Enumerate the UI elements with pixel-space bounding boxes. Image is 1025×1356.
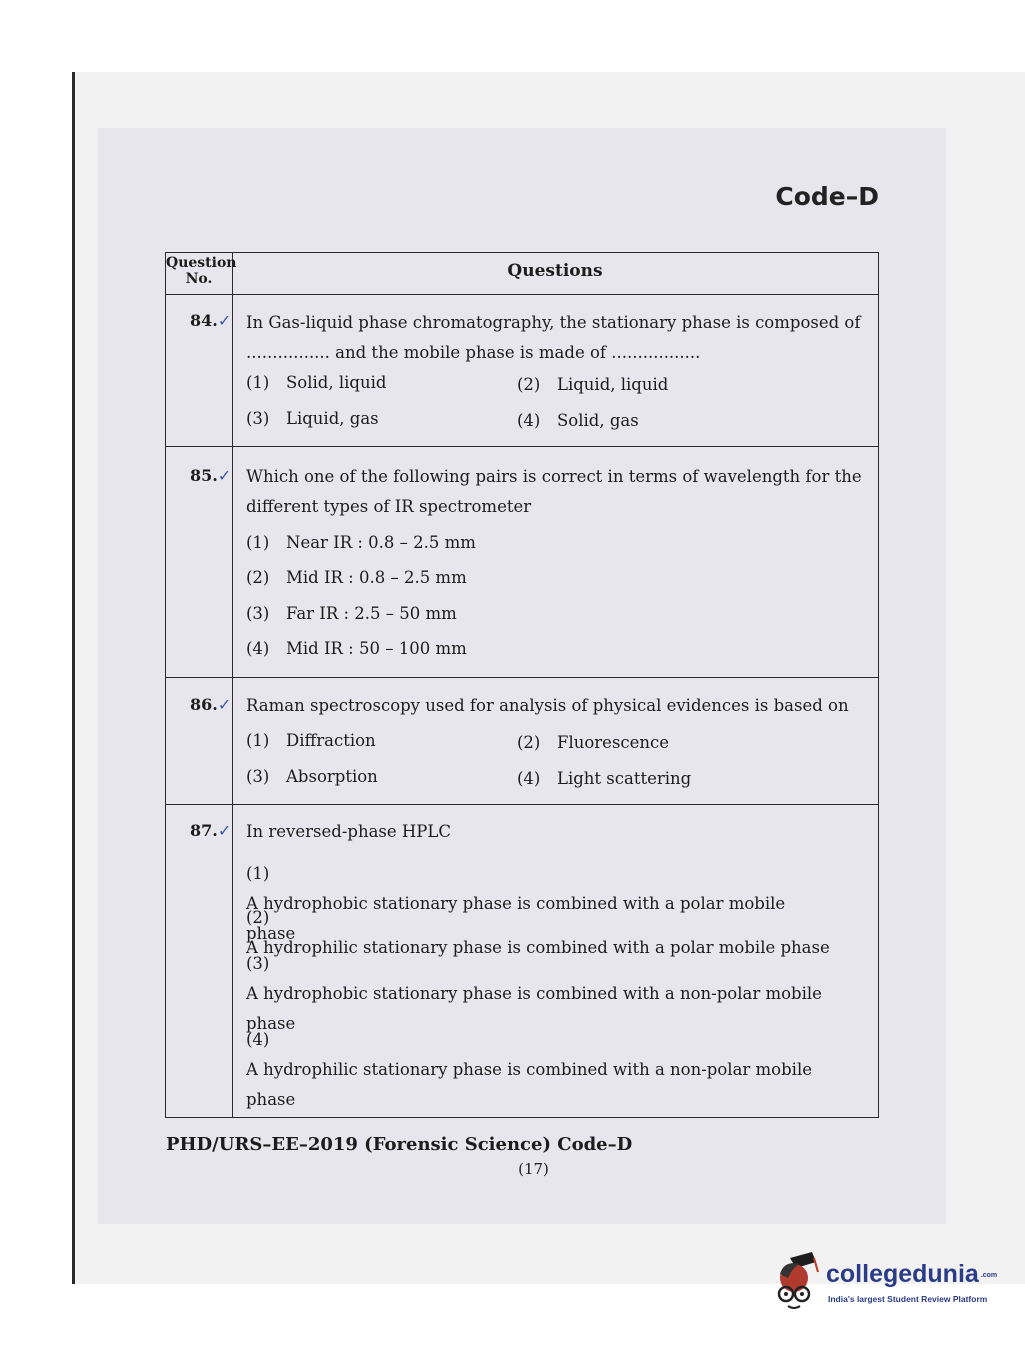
row-divider [166, 677, 878, 678]
question-number-86: 86.✓ [190, 695, 232, 714]
option-87-4: (4)A hydrophilic stationary phase is combined with a non-polar mobile phase [246, 1030, 812, 1109]
option-86-4: (4) Light scattering [517, 769, 692, 788]
question-text-85: Which one of the following pairs is correct in terms of wavelength for the different types of IR spectrometer [246, 467, 862, 516]
page-number: (17) [518, 1160, 549, 1178]
header-question-no: Question No. [166, 255, 237, 287]
tick-mark-icon: ✓ [217, 695, 232, 714]
question-number-85: 85.✓ [190, 466, 232, 485]
header-divider [166, 294, 878, 295]
option-87-2: (2)A hydrophilic stationary phase is combined with a polar mobile phase [246, 908, 830, 957]
option-85-2: (2) Mid IR : 0.8 – 2.5 mm [246, 568, 467, 587]
option-87-1: (1)A hydrophobic stationary phase is combined with a polar mobile phase [246, 864, 786, 943]
collegedunia-logo [770, 1252, 998, 1322]
paper-code-label: Code–D [775, 182, 879, 211]
option-86-2: (2) Fluorescence [517, 733, 670, 752]
question-number-87: 87.✓ [190, 821, 232, 840]
tick-mark-icon: ✓ [217, 466, 232, 485]
option-84-2: (2) Liquid, liquid [517, 375, 669, 394]
row-divider [166, 804, 878, 805]
logo-wordmark: collegedunia .com [826, 1260, 998, 1288]
option-84-1: (1) Solid, liquid [246, 373, 387, 392]
question-text-84: In Gas-liquid phase chromatography, the stationary phase is composed of ................ and the mobile phase is made of ................. [246, 313, 861, 362]
option-85-1: (1) Near IR : 0.8 – 2.5 mm [246, 533, 476, 552]
option-86-3: (3) Absorption [246, 767, 378, 786]
option-87-3: (3)A hydrophobic stationary phase is combined with a non-polar mobile phase [246, 954, 822, 1033]
option-85-3: (3) Far IR : 2.5 – 50 mm [246, 604, 457, 623]
tick-mark-icon: ✓ [217, 311, 232, 330]
logo-tagline: India's largest Student Review Platform [828, 1294, 988, 1304]
question-table [165, 252, 879, 1118]
question-number-84: 84.✓ [190, 311, 232, 330]
tick-mark-icon: ✓ [217, 821, 232, 840]
row-divider [166, 446, 878, 447]
mascot-icon [770, 1252, 822, 1310]
option-85-4: (4) Mid IR : 50 – 100 mm [246, 639, 467, 658]
exam-footer: PHD/URS–EE–2019 (Forensic Science) Code–D [166, 1134, 633, 1155]
option-86-1: (1) Diffraction [246, 731, 376, 750]
column-divider [232, 253, 233, 1117]
header-questions: Questions [507, 261, 603, 281]
question-text-86: Raman spectroscopy used for analysis of physical evidences is based on [246, 696, 849, 715]
question-text-87: In reversed-phase HPLC [246, 822, 451, 841]
option-84-4: (4) Solid, gas [517, 411, 639, 430]
option-84-3: (3) Liquid, gas [246, 409, 379, 428]
